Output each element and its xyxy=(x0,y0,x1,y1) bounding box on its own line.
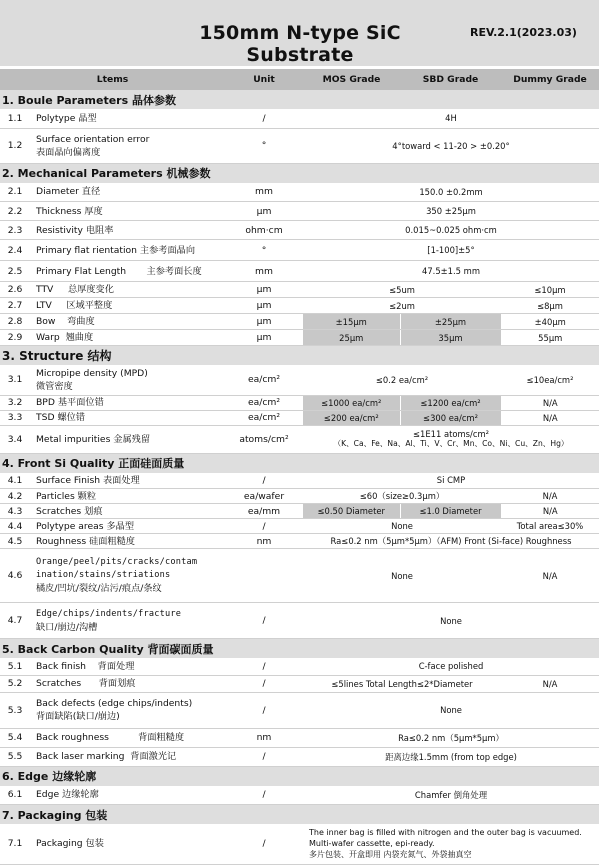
row-number: 1.2 xyxy=(0,128,32,163)
row-number: 2.2 xyxy=(0,202,32,221)
section-title: 4. Front Si Quality 正面硅面质量 xyxy=(0,453,599,473)
row-unit: µm xyxy=(225,282,303,298)
row-value: ≤5um xyxy=(303,282,501,298)
table-row xyxy=(0,330,599,346)
table-row xyxy=(0,692,599,728)
table-row xyxy=(0,314,599,330)
row-item-line: 背面缺陷(缺口/崩边) xyxy=(36,711,120,722)
row-item xyxy=(32,549,225,603)
section-header xyxy=(0,346,599,366)
row-dummy-value: N/A xyxy=(501,549,599,603)
row-value: Si CMP xyxy=(303,473,599,489)
row-value-line: ≤1E11 atoms/cm² xyxy=(413,429,489,439)
row-unit: / xyxy=(225,109,303,128)
row-number: 2.3 xyxy=(0,221,32,240)
row-unit: / xyxy=(225,519,303,534)
row-unit: ° xyxy=(225,128,303,163)
row-unit: / xyxy=(225,473,303,489)
row-unit: / xyxy=(225,675,303,692)
row-item: TTV 总厚度变化 xyxy=(32,282,225,298)
row-item: TSD 螺位错 xyxy=(32,410,225,425)
row-item: BPD 基平面位错 xyxy=(32,395,225,410)
section-title: 3. Structure 结构 xyxy=(0,346,599,366)
table-row xyxy=(0,603,599,639)
row-number: 5.1 xyxy=(0,658,32,675)
row-item: Back finish 背面处理 xyxy=(32,658,225,675)
title-bar xyxy=(0,0,599,66)
table-row xyxy=(0,202,599,221)
row-value: 距离边缘1.5mm (from top edge) xyxy=(303,747,599,766)
row-number: 4.6 xyxy=(0,549,32,603)
row-item: Metal impurities 金属残留 xyxy=(32,425,225,453)
row-item xyxy=(32,603,225,639)
row-unit: mm xyxy=(225,183,303,202)
row-mos-value: ±15µm xyxy=(303,314,400,330)
row-number: 3.1 xyxy=(0,365,32,395)
row-value xyxy=(303,425,599,453)
row-unit: ea/cm² xyxy=(225,410,303,425)
section-header xyxy=(0,90,599,109)
row-value: None xyxy=(303,549,501,603)
row-dummy-value: N/A xyxy=(501,489,599,504)
row-item: Edge 边缘轮廓 xyxy=(32,786,225,805)
row-value: Ra≤0.2 nm（5µm*5µm）（AFM) Front (Si-face) Roughness xyxy=(303,534,599,549)
table-row xyxy=(0,786,599,805)
table-row xyxy=(0,425,599,453)
row-item-line: Edge/chips/indents/fracture xyxy=(36,608,182,619)
table-row xyxy=(0,221,599,240)
section-title: 5. Back Carbon Quality 背面碳面质量 xyxy=(0,639,599,659)
table-row xyxy=(0,410,599,425)
row-sbd-value: ±25µm xyxy=(400,314,501,330)
row-item: Polytype areas 多晶型 xyxy=(32,519,225,534)
row-value: 350 ±25µm xyxy=(303,202,599,221)
row-number: 4.3 xyxy=(0,504,32,519)
row-dummy-value: 55µm xyxy=(501,330,599,346)
row-value: 47.5±1.5 mm xyxy=(303,261,599,282)
row-sbd-value: ≤1200 ea/cm² xyxy=(400,395,501,410)
row-value: None xyxy=(303,692,599,728)
table-row xyxy=(0,395,599,410)
table-row xyxy=(0,128,599,163)
table-row xyxy=(0,747,599,766)
row-value: 4°toward < 11-20 > ±0.20° xyxy=(303,128,599,163)
row-value-line: （K、Ca、Fe、Na、Al、Ti、V、Cr、Mn、Co、Ni、Cu、Zn、Hg） xyxy=(333,439,569,448)
row-number: 2.6 xyxy=(0,282,32,298)
table-row xyxy=(0,519,599,534)
table-header-row xyxy=(0,69,599,90)
row-item: Bow 弯曲度 xyxy=(32,314,225,330)
spec-table xyxy=(0,69,599,865)
row-item: Packaging 包装 xyxy=(32,824,225,864)
row-number: 2.5 xyxy=(0,261,32,282)
row-number: 7.1 xyxy=(0,824,32,864)
row-unit: / xyxy=(225,658,303,675)
table-row xyxy=(0,675,599,692)
table-row xyxy=(0,298,599,314)
section-header xyxy=(0,639,599,659)
row-unit: mm xyxy=(225,261,303,282)
row-unit: nm xyxy=(225,534,303,549)
row-item: Diameter 直径 xyxy=(32,183,225,202)
row-unit: ea/mm xyxy=(225,504,303,519)
row-item: LTV 区域平整度 xyxy=(32,298,225,314)
row-item: Roughness 硅面粗糙度 xyxy=(32,534,225,549)
row-unit: / xyxy=(225,747,303,766)
row-dummy-value: N/A xyxy=(501,410,599,425)
row-dummy-value: N/A xyxy=(501,675,599,692)
row-number: 4.1 xyxy=(0,473,32,489)
row-value: None xyxy=(303,603,599,639)
row-dummy-value: Total area≤30% xyxy=(501,519,599,534)
table-row xyxy=(0,824,599,864)
row-item xyxy=(32,365,225,395)
row-number: 5.4 xyxy=(0,728,32,747)
table-row xyxy=(0,549,599,603)
row-item: Back roughness 背面粗糙度 xyxy=(32,728,225,747)
section-header xyxy=(0,766,599,786)
row-unit: ea/cm² xyxy=(225,395,303,410)
row-number: 3.3 xyxy=(0,410,32,425)
table-row xyxy=(0,534,599,549)
row-dummy-value: ≤8µm xyxy=(501,298,599,314)
row-number: 3.4 xyxy=(0,425,32,453)
table-row xyxy=(0,240,599,261)
row-mos-value: ≤200 ea/cm² xyxy=(303,410,400,425)
col-items-header: Ltems xyxy=(0,69,225,90)
row-number: 2.9 xyxy=(0,330,32,346)
section-title: 7. Packaging 包装 xyxy=(0,805,599,825)
row-unit xyxy=(225,549,303,603)
row-item: Particles 颗粒 xyxy=(32,489,225,504)
table-row xyxy=(0,473,599,489)
row-value: [1-100]±5° xyxy=(303,240,599,261)
row-unit: µm xyxy=(225,202,303,221)
row-number: 5.5 xyxy=(0,747,32,766)
row-unit: µm xyxy=(225,314,303,330)
row-value: 4H xyxy=(303,109,599,128)
row-dummy-value: ±40µm xyxy=(501,314,599,330)
row-value: C-face polished xyxy=(303,658,599,675)
row-value: ≤0.2 ea/cm² xyxy=(303,365,501,395)
row-sbd-value: 35µm xyxy=(400,330,501,346)
row-dummy-value: N/A xyxy=(501,395,599,410)
table-row xyxy=(0,504,599,519)
section-header xyxy=(0,163,599,183)
revision-label: REV.2.1(2023.03) xyxy=(470,26,577,39)
row-item: Polytype 晶型 xyxy=(32,109,225,128)
table-row xyxy=(0,728,599,747)
document-title: 150mm N-type SiC Substrate xyxy=(199,22,401,66)
row-unit: ohm·cm xyxy=(225,221,303,240)
col-sbd-header: SBD Grade xyxy=(400,69,501,90)
row-number: 6.1 xyxy=(0,786,32,805)
row-item-line: Micropipe density (MPD) xyxy=(36,367,148,379)
row-value: ≤5lines Total Length≤2*Diameter xyxy=(303,675,501,692)
row-item: Back laser marking 背面激光记 xyxy=(32,747,225,766)
row-item-line: 微管密度 xyxy=(36,380,73,392)
row-value-line: 多片包装、开盒即用 内袋充氮气、外袋抽真空 xyxy=(309,850,472,860)
row-value-line: The inner bag is filled with nitrogen and the outer bag is vacuumed. xyxy=(309,828,582,838)
row-unit: ea/wafer xyxy=(225,489,303,504)
row-unit: / xyxy=(225,603,303,639)
row-number: 4.2 xyxy=(0,489,32,504)
section-title: 6. Edge 边缘轮廓 xyxy=(0,766,599,786)
section-header xyxy=(0,805,599,825)
row-item: Warp 翘曲度 xyxy=(32,330,225,346)
row-value: Chamfer 倒角处理 xyxy=(303,786,599,805)
row-item: Surface Finish 表面处理 xyxy=(32,473,225,489)
row-item: Primary Flat Length 主参考面长度 xyxy=(32,261,225,282)
row-unit: nm xyxy=(225,728,303,747)
col-unit-header: Unit xyxy=(225,69,303,90)
row-item: Resistivity 电阻率 xyxy=(32,221,225,240)
row-value: Ra≤0.2 nm（5µm*5µm） xyxy=(303,728,599,747)
row-unit: µm xyxy=(225,298,303,314)
row-item xyxy=(32,128,225,163)
row-number: 4.7 xyxy=(0,603,32,639)
col-mos-header: MOS Grade xyxy=(303,69,400,90)
table-row xyxy=(0,365,599,395)
row-unit: / xyxy=(225,692,303,728)
table-row xyxy=(0,282,599,298)
table-row xyxy=(0,261,599,282)
row-value: 0.015~0.025 ohm·cm xyxy=(303,221,599,240)
row-dummy-value: ≤10µm xyxy=(501,282,599,298)
table-row xyxy=(0,183,599,202)
row-item: Thickness 厚度 xyxy=(32,202,225,221)
row-dummy-value: N/A xyxy=(501,504,599,519)
row-sbd-value: ≤300 ea/cm² xyxy=(400,410,501,425)
table-row xyxy=(0,489,599,504)
row-number: 4.5 xyxy=(0,534,32,549)
row-number: 4.4 xyxy=(0,519,32,534)
row-unit: / xyxy=(225,786,303,805)
row-dummy-value: ≤10ea/cm² xyxy=(501,365,599,395)
row-unit: / xyxy=(225,824,303,864)
row-item-line: Back defects (edge chips/indents) xyxy=(36,698,193,709)
row-item xyxy=(32,692,225,728)
row-value: None xyxy=(303,519,501,534)
row-item: Scratches 划痕 xyxy=(32,504,225,519)
row-item-line: Surface orientation error xyxy=(36,133,150,145)
row-unit: ° xyxy=(225,240,303,261)
section-title: 2. Mechanical Parameters 机械参数 xyxy=(0,163,599,183)
row-value: ≤60（size≥0.3µm） xyxy=(303,489,501,504)
row-unit: atoms/cm² xyxy=(225,425,303,453)
row-item: Primary flat rientation 主参考面晶向 xyxy=(32,240,225,261)
row-number: 2.7 xyxy=(0,298,32,314)
row-number: 5.2 xyxy=(0,675,32,692)
row-item-line: ination/stains/striations xyxy=(36,570,171,580)
row-unit: µm xyxy=(225,330,303,346)
row-number: 1.1 xyxy=(0,109,32,128)
row-number: 5.3 xyxy=(0,692,32,728)
row-item: Scratches 背面划痕 xyxy=(32,675,225,692)
row-number: 3.2 xyxy=(0,395,32,410)
col-dummy-header: Dummy Grade xyxy=(501,69,599,90)
row-item-line: Orange/peel/pits/cracks/contam xyxy=(36,557,198,567)
row-unit: ea/cm² xyxy=(225,365,303,395)
row-value-line: Multi-wafer cassette, epi-ready. xyxy=(309,839,435,849)
row-mos-value: 25µm xyxy=(303,330,400,346)
row-item-line: 缺口/崩边/沟槽 xyxy=(36,621,98,633)
row-item-line: 表面晶向偏离度 xyxy=(36,146,101,158)
section-header xyxy=(0,453,599,473)
row-number: 2.4 xyxy=(0,240,32,261)
table-row xyxy=(0,658,599,675)
row-value: ≤2um xyxy=(303,298,501,314)
row-number: 2.8 xyxy=(0,314,32,330)
row-number: 2.1 xyxy=(0,183,32,202)
row-item-line: 橘皮/凹坑/裂纹/沾污/痕点/条纹 xyxy=(36,583,162,594)
row-value: 150.0 ±0.2mm xyxy=(303,183,599,202)
row-value xyxy=(303,824,599,864)
section-title: 1. Boule Parameters 晶体参数 xyxy=(0,90,599,109)
table-row xyxy=(0,109,599,128)
row-mos-value: ≤1000 ea/cm² xyxy=(303,395,400,410)
row-mos-value: ≤0.50 Diameter xyxy=(303,504,400,519)
row-sbd-value: ≤1.0 Diameter xyxy=(400,504,501,519)
